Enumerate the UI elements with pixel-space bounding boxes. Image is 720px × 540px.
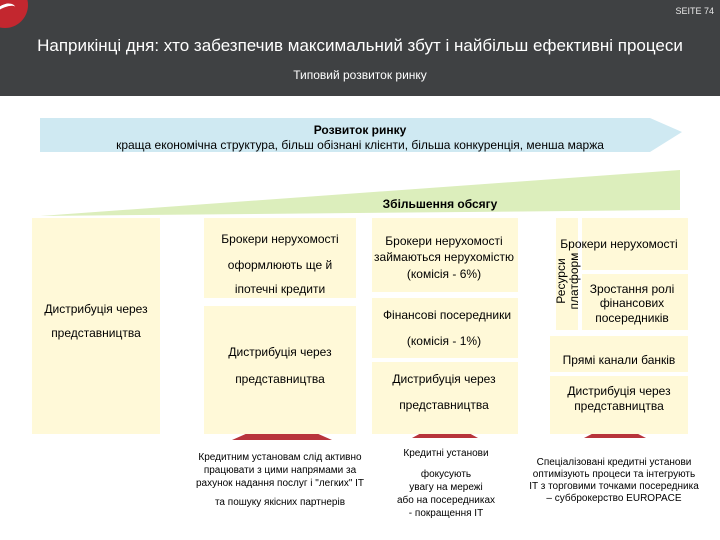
stage3-bottom-line1: Дистрибуція через xyxy=(392,372,496,386)
stage4-distribution-line1: Дистрибуція через xyxy=(567,384,671,398)
page-subtitle: Типовий розвиток ринку xyxy=(293,68,427,82)
page-number: SEITE 74 xyxy=(675,6,714,16)
stage2-top-line1: Брокери нерухомості xyxy=(221,232,339,246)
stage3-top-line2: займаються нерухомістю xyxy=(374,250,514,264)
note2 xyxy=(386,447,506,520)
note1-line3: рахунок надання послуг і "легких" IT xyxy=(195,478,365,489)
note2-line5: - покращення IT xyxy=(408,508,484,519)
stage1-line2: представництва xyxy=(51,326,141,340)
note2-line2: фокусують xyxy=(420,469,472,480)
stage3-top-line1: Брокери нерухомості xyxy=(385,234,503,248)
note1 xyxy=(168,451,392,509)
stage4-side-label-line2: платформ xyxy=(567,252,581,310)
stage4-side-label-line1: Ресурси xyxy=(554,258,568,304)
stage1-line1: Дистрибуція через xyxy=(44,302,148,316)
note1-line4: та пошуку якісних партнерів xyxy=(214,497,346,508)
stage3-mid-box xyxy=(372,298,518,358)
note3-line1: Спеціалізовані кредитні установи xyxy=(536,457,692,468)
note2-line1: Кредитні установи xyxy=(403,448,489,459)
stage4-brokers: Брокери нерухомості xyxy=(560,237,678,251)
stage4-side-label xyxy=(552,218,582,330)
stage3-mid-line1: Фінансові посередники xyxy=(382,308,512,322)
market-arrow-subtitle: краща економічна структура, більш обізнані клієнти, більша конкуренція, менша маржа xyxy=(116,138,604,152)
note3-line2: оптимізують процеси та інтегрують xyxy=(532,469,696,480)
stage2-bottom-line2: представництва xyxy=(235,372,325,386)
note2-line3: увагу на мережі xyxy=(409,482,483,493)
note2-line4: або на посередниках xyxy=(396,495,496,506)
stage3-bottom-line2: представництва xyxy=(399,398,489,412)
note3 xyxy=(510,457,718,505)
stage2-top-line2: оформлюють ще й xyxy=(227,258,333,272)
stage3-mid-line2: (комісія - 1%) xyxy=(406,334,482,348)
note1-line2: працювати з цими напрямами за xyxy=(203,465,357,476)
stage3-top-line3: (комісія - 6%) xyxy=(406,267,482,281)
stage4-distribution-line2: представництва xyxy=(574,399,664,413)
note1-line1: Кредитним установам слід активно xyxy=(198,452,362,463)
stage2-bottom-box xyxy=(204,306,356,434)
stage2-bottom-line1: Дистрибуція через xyxy=(228,345,332,359)
volume-wedge-label: Збільшення обсягу xyxy=(382,197,498,211)
page-title: Наприкінці дня: хто забезпечив максимальний збут і найбільш ефективні процеси xyxy=(37,36,683,55)
stage4-growth: Зростання ролі фінансових посередників xyxy=(589,282,675,325)
note3-line3: IT з торговими точками посередника xyxy=(529,481,699,492)
note3-line4: – субброкерство EUROPACE xyxy=(546,493,682,504)
stage4-direct: Прямі канали банків xyxy=(562,353,676,367)
market-arrow-title: Розвиток ринку xyxy=(313,123,407,137)
stage2-top-line3: іпотечні кредити xyxy=(234,282,326,296)
